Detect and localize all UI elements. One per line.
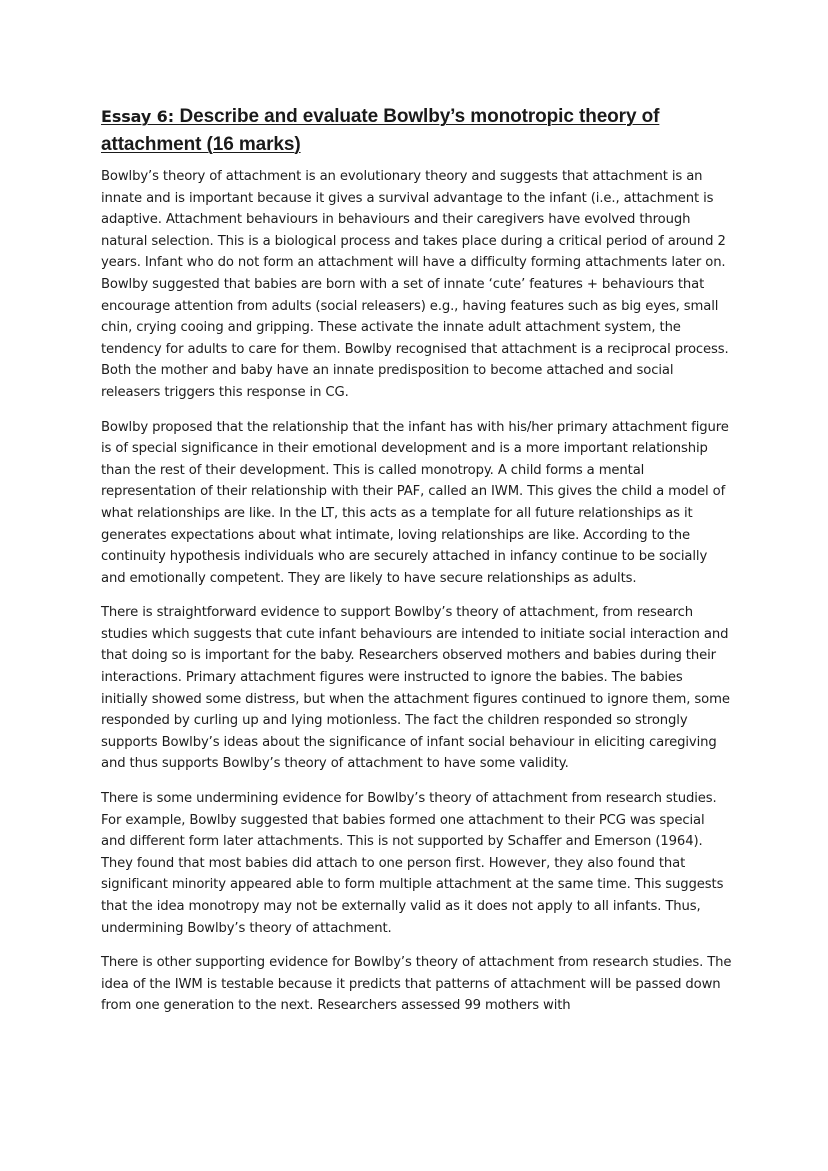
essay-title (101, 100, 733, 156)
paragraph-supporting-evidence: There is straightforward evidence to support Bowlby’s theory of attachment, from research studies which suggests that cute infant behaviours are intended to initiate social interaction and that doing so is important for the baby. Researchers observed mothers and babies during their interactions. Primary attachment figures were instructed to ignore the babies. The babies initially showed some distress, but when the attachment figures continued to ignore them, some responded by curling up and lying motionless. The fact the children responded so strongly supports Bowlby’s ideas about the significance of infant social behaviour in eliciting caregiving and thus supports Bowlby’s theory of attachment to have some validity. (101, 605, 730, 772)
paragraph-undermining-evidence: There is some undermining evidence for Bowlby’s theory of attachment from research studies. For example, Bowlby suggested that babies formed one attachment to their PCG was special and different form later attachments. This is not supported by Schaffer and Emerson (1964). They found that most babies did attach to one person first. However, they also found that significant minority appeared able to form multiple attachment at the same time. This suggests that the idea monotropy may not be externally valid as it does not apply to all infants. Thus, undermining Bowlby’s theory of attachment. (101, 791, 724, 936)
document-body (101, 100, 733, 1030)
essay-title-prefix: Essay 6: (101, 107, 180, 126)
paragraph-theory-overview: Bowlby’s theory of attachment is an evolutionary theory and suggests that attachment is an innate and is important because it gives a survival advantage to the infant (i.e., attachment is adaptive. Attachment behaviours in behaviours and their caregivers have evolved through natural selection. This is a biological process and takes place during a critical period of around 2 years. Infant who do not form an attachment will have a difficulty forming attachments later on. Bowlby suggested that babies are born with a set of innate ‘cute’ features + behaviours that encourage attention from adults (social releasers) e.g., having features such as big eyes, small chin, crying cooing and gripping. These activate the innate adult attachment system, the tendency for adults to care for them. Bowlby recognised that attachment is a reciprocal process. Both the mother and baby have an innate predisposition to become attached and social releasers triggers this response in CG. (101, 169, 729, 400)
paragraph-other-supporting-evidence: There is other supporting evidence for Bowlby’s theory of attachment from research studies. The idea of the IWM is testable because it predicts that patterns of attachment will be passed down from one generation to the next. Researchers assessed 99 mothers with (101, 955, 732, 1014)
paragraph-monotropy: Bowlby proposed that the relationship that the infant has with his/her primary attachment figure is of special significance in their emotional development and is a more important relationship than the rest of their development. This is called monotropy. A child forms a mental representation of their relationship with their PAF, called an IWM. This gives the child a model of what relationships are like. In the LT, this acts as a template for all future relationships as it generates expectations about what intimate, loving relationships are like. According to the continuity hypothesis individuals who are securely attached in infancy continue to be socially and emotionally competent. They are likely to have secure relationships as adults. (101, 419, 729, 586)
essay-title-main: Describe and evaluate Bowlby’s monotropic theory of attachment (16 marks) (101, 106, 660, 155)
